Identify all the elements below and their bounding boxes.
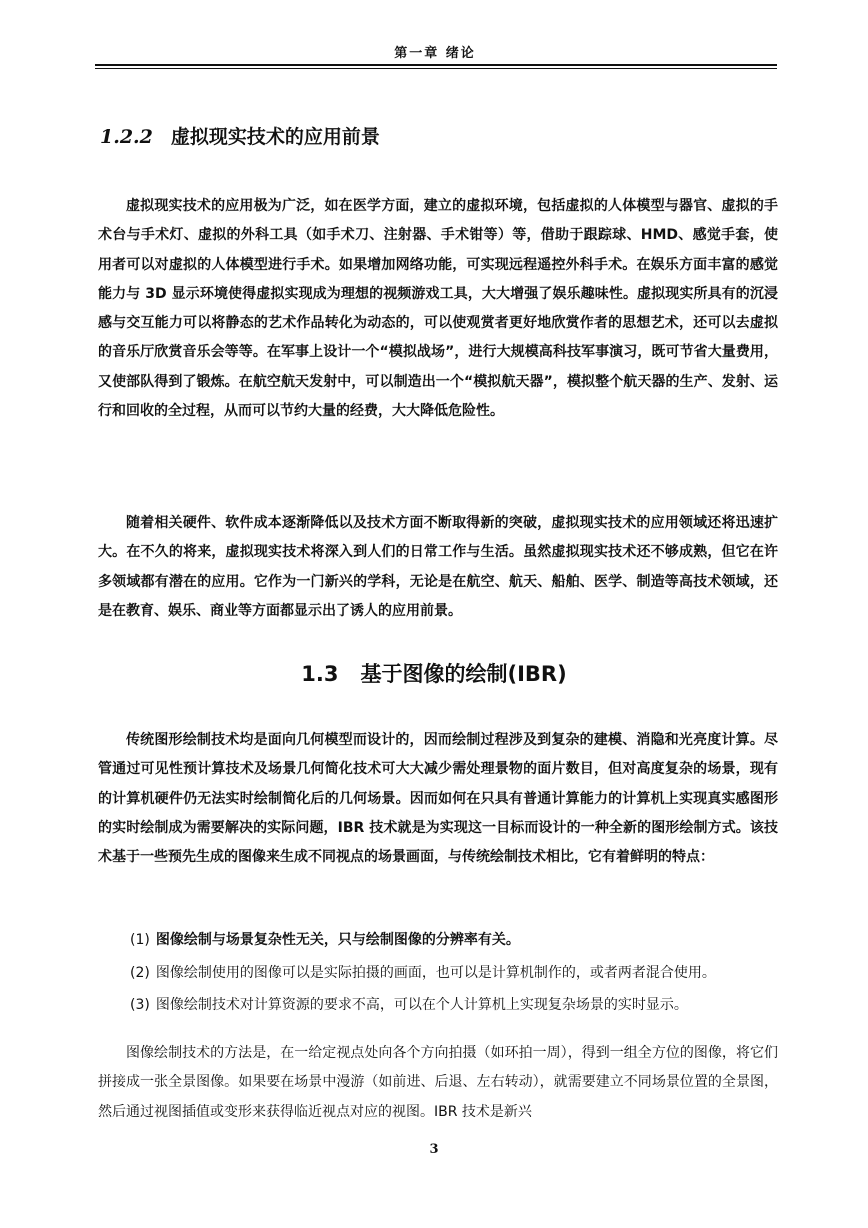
list-item [130, 962, 780, 982]
running-head: 第一章 绪论 [394, 46, 476, 61]
header-rule-thick [95, 64, 777, 66]
body-paragraph: 图像绘制技术的方法是，在一给定视点处向各个方向拍摄（如环拍一周），得到一组全方位的图像，将它们拼接成一张全景图像。如果要在场景中漫游（如前进、后退、左右转动），就需要建立不同场景位置的全景图，然后通过视图插值或变形来获得临近视点对应的视图。IBR 技术是新兴 [98, 1045, 778, 1120]
section-number: 1.2.2 [100, 126, 153, 148]
list-item [130, 994, 780, 1014]
section-title: 基于图像的绘制(IBR) [360, 662, 567, 686]
body-paragraph: 虚拟现实技术的应用极为广泛，如在医学方面，建立的虚拟环境，包括虚拟的人体模型与器官、虚拟的手术台与手术灯、虚拟的外科工具（如手术刀、注射器、手术钳等）等，借助于跟踪球、HMD、感觉手套，使用者可以对虚拟的人体模型进行手术。如果增加网络功能，可实现远程遥控外科手术。在娱乐方面丰富的感觉能力与 3D 显示环境使得虚拟实现成为理想的视频游戏工具，大大增强了娱乐趣味性。虚拟现实所具有的沉浸感与交互能力可以将静态的艺术作品转化为动态的，可以使观赏者更好地欣赏作者的思想艺术，还可以去虚拟的音乐厅欣赏音乐会等等。在军事上设计一个“模拟战场”，进行大规模高科技军事演习，既可节省大量费用，又使部队得到了锻炼。在航空航天发射中，可以制造出一个“模拟航天器”，模拟整个航天器的生产、发射、运行和回收的全过程，从而可以节约大量的经费，大大降低危险性。 [98, 198, 778, 420]
page-number: 3 [429, 1142, 439, 1157]
header-rule-thin [95, 68, 777, 69]
section-number: 1.3 [301, 662, 339, 686]
section-title: 虚拟现实技术的应用前景 [170, 126, 380, 148]
list-text: 图像绘制使用的图像可以是实际拍摄的画面，也可以是计算机制作的，或者两者混合使用。 [155, 965, 716, 981]
list-marker: (1) [130, 932, 150, 948]
body-paragraph: 随着相关硬件、软件成本逐渐降低以及技术方面不断取得新的突破，虚拟现实技术的应用领域还将迅速扩大。在不久的将来，虚拟现实技术将深入到人们的日常工作与生活。虽然虚拟现实技术还不够成熟，但它在许多领域都有潜在的应用。它作为一门新兴的学科，无论是在航空、航天、船舶、医学、制造等高技术领域，还是在教育、娱乐、商业等方面都显示出了诱人的应用前景。 [98, 515, 778, 619]
list-text: 图像绘制与场景复杂性无关，只与绘制图像的分辨率有关。 [155, 932, 520, 948]
body-paragraph: 传统图形绘制技术均是面向几何模型而设计的，因而绘制过程涉及到复杂的建模、消隐和光亮度计算。尽管通过可见性预计算技术及场景几何简化技术可大大减少需处理景物的面片数目，但对高度复杂的场景，现有的计算机硬件仍无法实时绘制简化后的几何场景。因而如何在只具有普通计算能力的计算机上实现真实感图形的实时绘制成为需要解决的实际问题，IBR 技术就是为实现这一目标而设计的一种全新的图形绘制方式。该技术基于一些预先生成的图像来生成不同视点的场景画面，与传统绘制技术相比，它有着鲜明的特点： [98, 732, 778, 866]
list-text: 图像绘制技术对计算资源的要求不高，可以在个人计算机上实现复杂场景的实时显示。 [155, 997, 688, 1013]
list-marker: (2) [130, 965, 150, 981]
list-item [130, 929, 780, 949]
section-heading-1-2-2 [100, 122, 380, 149]
list-marker: (3) [130, 997, 150, 1013]
section-heading-1-3 [0, 658, 868, 688]
